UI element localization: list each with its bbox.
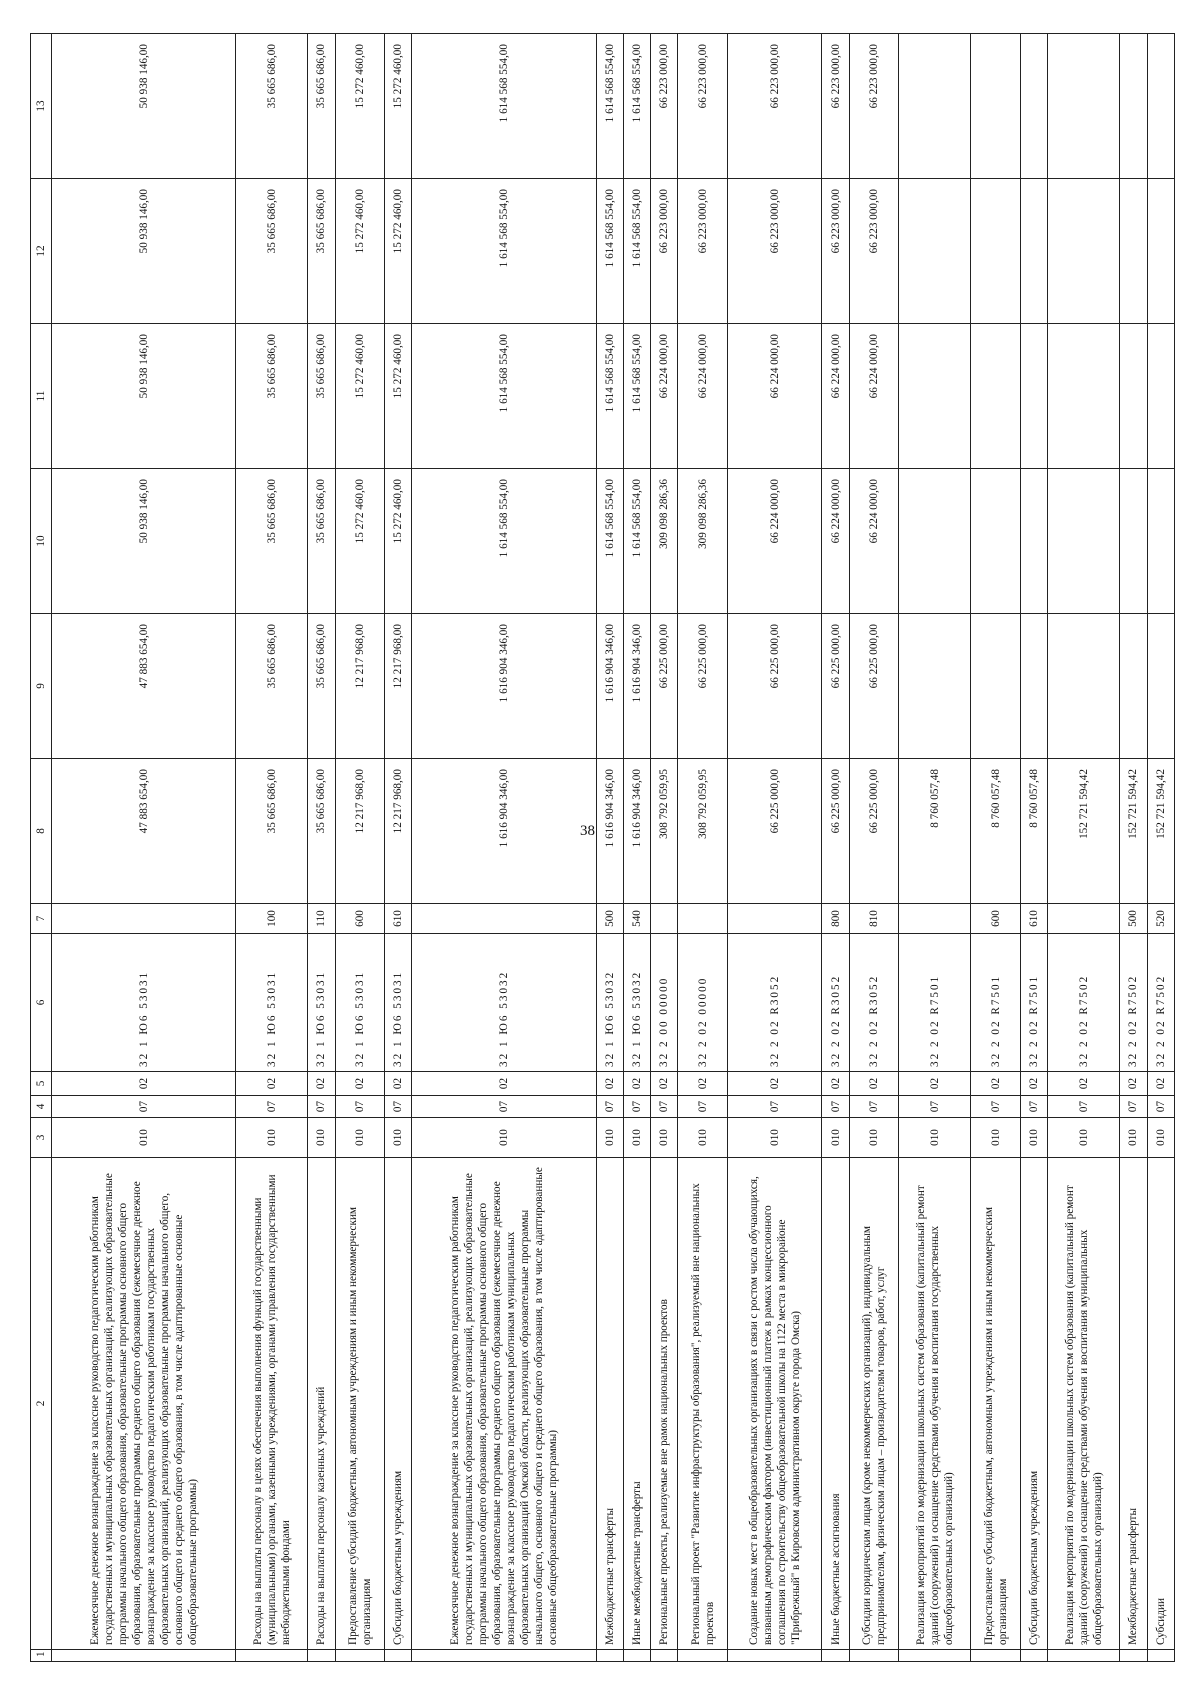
row-marker-cell bbox=[971, 1650, 1021, 1662]
cell-c5: 02 bbox=[623, 1072, 650, 1096]
cell-c13: 1 614 568 554,00 bbox=[412, 34, 596, 179]
table-row bbox=[678, 34, 728, 1662]
cell-c3: 010 bbox=[412, 1118, 596, 1158]
table-row bbox=[308, 34, 335, 1662]
cell-c5: 02 bbox=[678, 1072, 728, 1096]
cell-c10: 66 224 000,00 bbox=[822, 469, 849, 614]
description-cell: Расходы на выплаты персоналу казенных учреждений bbox=[308, 1158, 335, 1650]
cell-c5: 02 bbox=[1147, 1072, 1174, 1096]
cell-c7 bbox=[899, 904, 971, 934]
table-row bbox=[385, 34, 412, 1662]
cell-c12: 1 614 568 554,00 bbox=[596, 179, 623, 324]
cell-c5: 02 bbox=[822, 1072, 849, 1096]
row-marker-cell bbox=[52, 1650, 236, 1662]
cell-c10 bbox=[1120, 469, 1147, 614]
cell-c3: 010 bbox=[1048, 1118, 1120, 1158]
cell-c3: 010 bbox=[236, 1118, 308, 1158]
cell-c13: 50 938 146,00 bbox=[52, 34, 236, 179]
table-row bbox=[1021, 34, 1048, 1662]
cell-c3: 010 bbox=[651, 1118, 678, 1158]
cell-c5: 02 bbox=[1120, 1072, 1147, 1096]
cell-c7 bbox=[651, 904, 678, 934]
cell-c6: 32 2 02 R7501 bbox=[899, 934, 971, 1072]
cell-c3: 010 bbox=[727, 1118, 822, 1158]
table-row bbox=[335, 34, 385, 1662]
cell-c6: 32 1 Ю6 53032 bbox=[623, 934, 650, 1072]
cell-c12: 1 614 568 554,00 bbox=[412, 179, 596, 324]
cell-c11 bbox=[971, 324, 1021, 469]
cell-c7: 100 bbox=[236, 904, 308, 934]
cell-c10: 309 098 286,36 bbox=[651, 469, 678, 614]
cell-c8: 308 792 059,95 bbox=[678, 759, 728, 904]
cell-c6: 32 2 02 R7501 bbox=[1021, 934, 1048, 1072]
cell-c10: 1 614 568 554,00 bbox=[596, 469, 623, 614]
description-cell: Реализация мероприятий по модернизации школьных систем образования (капитальный ремонт зданий (сооружений) и оснащение средствами обучения и воспитания государственных общеобразовательных организаций) bbox=[899, 1158, 971, 1650]
column-header: 4 bbox=[31, 1096, 52, 1118]
cell-c13: 66 223 000,00 bbox=[822, 34, 849, 179]
cell-c9: 35 665 686,00 bbox=[308, 614, 335, 759]
cell-c6: 32 2 02 00000 bbox=[678, 934, 728, 1072]
cell-c3: 010 bbox=[899, 1118, 971, 1158]
cell-c11: 1 614 568 554,00 bbox=[412, 324, 596, 469]
cell-c9: 1 616 904 346,00 bbox=[623, 614, 650, 759]
table-row bbox=[596, 34, 623, 1662]
cell-c6: 32 1 Ю6 53031 bbox=[52, 934, 236, 1072]
cell-c10: 15 272 460,00 bbox=[385, 469, 412, 614]
header-row bbox=[31, 34, 52, 1662]
cell-c7 bbox=[1048, 904, 1120, 934]
cell-c6: 32 1 Ю6 53031 bbox=[385, 934, 412, 1072]
column-header: 3 bbox=[31, 1118, 52, 1158]
cell-c11: 66 224 000,00 bbox=[822, 324, 849, 469]
cell-c13: 66 223 000,00 bbox=[727, 34, 822, 179]
cell-c13: 66 223 000,00 bbox=[651, 34, 678, 179]
cell-c9: 66 225 000,00 bbox=[849, 614, 899, 759]
cell-c11: 66 224 000,00 bbox=[727, 324, 822, 469]
cell-c11: 1 614 568 554,00 bbox=[596, 324, 623, 469]
cell-c3: 010 bbox=[1147, 1118, 1174, 1158]
cell-c10 bbox=[971, 469, 1021, 614]
cell-c3: 010 bbox=[52, 1118, 236, 1158]
cell-c5: 02 bbox=[651, 1072, 678, 1096]
cell-c7: 540 bbox=[623, 904, 650, 934]
cell-c4: 07 bbox=[385, 1096, 412, 1118]
column-header: 10 bbox=[31, 469, 52, 614]
table-body bbox=[52, 34, 1175, 1662]
column-header: 13 bbox=[31, 34, 52, 179]
cell-c12: 15 272 460,00 bbox=[335, 179, 385, 324]
cell-c11 bbox=[1021, 324, 1048, 469]
cell-c5: 02 bbox=[899, 1072, 971, 1096]
cell-c5: 02 bbox=[727, 1072, 822, 1096]
table-row bbox=[899, 34, 971, 1662]
cell-c7 bbox=[412, 904, 596, 934]
cell-c5: 02 bbox=[52, 1072, 236, 1096]
cell-c5: 02 bbox=[1048, 1072, 1120, 1096]
cell-c10: 1 614 568 554,00 bbox=[412, 469, 596, 614]
table-row bbox=[623, 34, 650, 1662]
budget-table bbox=[30, 33, 1175, 1662]
cell-c7 bbox=[727, 904, 822, 934]
cell-c9: 66 225 000,00 bbox=[822, 614, 849, 759]
cell-c6: 32 2 02 R3052 bbox=[727, 934, 822, 1072]
cell-c4: 07 bbox=[651, 1096, 678, 1118]
cell-c11 bbox=[1120, 324, 1147, 469]
cell-c7: 600 bbox=[335, 904, 385, 934]
cell-c3: 010 bbox=[822, 1118, 849, 1158]
cell-c8: 152 721 594,42 bbox=[1048, 759, 1120, 904]
cell-c4: 07 bbox=[1021, 1096, 1048, 1118]
cell-c4: 07 bbox=[1048, 1096, 1120, 1118]
description-cell: Иные бюджетные ассигнования bbox=[822, 1158, 849, 1650]
cell-c9 bbox=[1048, 614, 1120, 759]
cell-c7 bbox=[52, 904, 236, 934]
cell-c10: 309 098 286,36 bbox=[678, 469, 728, 614]
cell-c9: 47 883 654,00 bbox=[52, 614, 236, 759]
cell-c9: 1 616 904 346,00 bbox=[596, 614, 623, 759]
cell-c13 bbox=[1021, 34, 1048, 179]
cell-c11: 15 272 460,00 bbox=[335, 324, 385, 469]
row-marker-cell bbox=[308, 1650, 335, 1662]
cell-c6: 32 1 Ю6 53031 bbox=[335, 934, 385, 1072]
cell-c8: 35 665 686,00 bbox=[236, 759, 308, 904]
row-marker-cell bbox=[1120, 1650, 1147, 1662]
cell-c13: 66 223 000,00 bbox=[849, 34, 899, 179]
cell-c12 bbox=[1147, 179, 1174, 324]
column-header: 11 bbox=[31, 324, 52, 469]
cell-c11 bbox=[1147, 324, 1174, 469]
cell-c11: 66 224 000,00 bbox=[651, 324, 678, 469]
cell-c5: 02 bbox=[971, 1072, 1021, 1096]
cell-c4: 07 bbox=[596, 1096, 623, 1118]
cell-c7: 610 bbox=[1021, 904, 1048, 934]
row-marker-cell bbox=[335, 1650, 385, 1662]
cell-c7: 500 bbox=[596, 904, 623, 934]
cell-c12: 66 223 000,00 bbox=[822, 179, 849, 324]
cell-c8: 308 792 059,95 bbox=[651, 759, 678, 904]
cell-c13 bbox=[1120, 34, 1147, 179]
cell-c3: 010 bbox=[623, 1118, 650, 1158]
cell-c10: 35 665 686,00 bbox=[236, 469, 308, 614]
cell-c9 bbox=[971, 614, 1021, 759]
table-row bbox=[849, 34, 899, 1662]
cell-c6: 32 1 Ю6 53031 bbox=[236, 934, 308, 1072]
cell-c5: 02 bbox=[308, 1072, 335, 1096]
column-header: 7 bbox=[31, 904, 52, 934]
cell-c5: 02 bbox=[1021, 1072, 1048, 1096]
cell-c12: 1 614 568 554,00 bbox=[623, 179, 650, 324]
cell-c6: 32 2 02 R7502 bbox=[1120, 934, 1147, 1072]
cell-c12: 15 272 460,00 bbox=[385, 179, 412, 324]
cell-c13 bbox=[899, 34, 971, 179]
row-marker-cell bbox=[899, 1650, 971, 1662]
cell-c13: 35 665 686,00 bbox=[308, 34, 335, 179]
cell-c11: 66 224 000,00 bbox=[849, 324, 899, 469]
table-row bbox=[52, 34, 236, 1662]
cell-c3: 010 bbox=[596, 1118, 623, 1158]
cell-c13: 15 272 460,00 bbox=[335, 34, 385, 179]
cell-c11 bbox=[899, 324, 971, 469]
column-header: 1 bbox=[31, 1650, 52, 1662]
cell-c5: 02 bbox=[596, 1072, 623, 1096]
cell-c6: 32 2 02 R7501 bbox=[971, 934, 1021, 1072]
cell-c5: 02 bbox=[236, 1072, 308, 1096]
cell-c6: 32 2 02 R3052 bbox=[822, 934, 849, 1072]
cell-c4: 07 bbox=[899, 1096, 971, 1118]
cell-c13 bbox=[1147, 34, 1174, 179]
description-cell: Ежемесячное денежное вознаграждение за классное руководство педагогическим работникам государственных и муниципальных образовательных организаций, реализующих образовательные программы начального общего образования, образовательные программы основного общего образования, образовательные программы среднего общего образования (ежемесячное денежное вознаграждение за классное руководство педагогическим работникам муниципальных образовательных организаций Омской области, реализующих образовательные программы начального общего, основного общего и среднего общего образования, в том числе адаптированные основные общеобразовательные программы) bbox=[412, 1158, 596, 1650]
cell-c13: 35 665 686,00 bbox=[236, 34, 308, 179]
description-cell: Субсидии бюджетным учреждениям bbox=[1021, 1158, 1048, 1650]
description-cell: Предоставление субсидий бюджетным, автономным учреждениям и иным некоммерческим организациям bbox=[335, 1158, 385, 1650]
cell-c10 bbox=[1021, 469, 1048, 614]
cell-c3: 010 bbox=[308, 1118, 335, 1158]
cell-c3: 010 bbox=[1021, 1118, 1048, 1158]
cell-c3: 010 bbox=[971, 1118, 1021, 1158]
cell-c11: 50 938 146,00 bbox=[52, 324, 236, 469]
cell-c6: 32 2 02 R7502 bbox=[1048, 934, 1120, 1072]
cell-c8: 66 225 000,00 bbox=[849, 759, 899, 904]
cell-c4: 07 bbox=[623, 1096, 650, 1118]
description-cell: Создание новых мест в общеобразовательных организациях в связи с ростом числа обучающихся, вызванным демографическим фактором (инвестиционный платеж в рамках концессионного соглашения по строительству общеобразовательной школы на 1122 места в микрорайоне "Прибрежный" в Кировском административном округе города Омска) bbox=[727, 1158, 822, 1650]
row-marker-cell bbox=[1021, 1650, 1048, 1662]
cell-c13: 15 272 460,00 bbox=[385, 34, 412, 179]
budget-table-rotated bbox=[30, 34, 1175, 1662]
description-cell: Расходы на выплаты персоналу в целях обеспечения выполнения функций государственными (муниципальными) органами, казенными учреждениями, органами управления государственными внебюджетными фондами bbox=[236, 1158, 308, 1650]
cell-c4: 07 bbox=[236, 1096, 308, 1118]
cell-c10 bbox=[1147, 469, 1174, 614]
row-marker-cell bbox=[385, 1650, 412, 1662]
cell-c4: 07 bbox=[1120, 1096, 1147, 1118]
cell-c8: 12 217 968,00 bbox=[335, 759, 385, 904]
cell-c9: 35 665 686,00 bbox=[236, 614, 308, 759]
cell-c11: 66 224 000,00 bbox=[678, 324, 728, 469]
cell-c12: 35 665 686,00 bbox=[308, 179, 335, 324]
cell-c7: 610 bbox=[385, 904, 412, 934]
cell-c8: 66 225 000,00 bbox=[727, 759, 822, 904]
cell-c8: 12 217 968,00 bbox=[385, 759, 412, 904]
cell-c8: 1 616 904 346,00 bbox=[623, 759, 650, 904]
cell-c11: 35 665 686,00 bbox=[308, 324, 335, 469]
cell-c4: 07 bbox=[727, 1096, 822, 1118]
cell-c3: 010 bbox=[335, 1118, 385, 1158]
cell-c7 bbox=[678, 904, 728, 934]
cell-c10 bbox=[1048, 469, 1120, 614]
cell-c12: 66 223 000,00 bbox=[727, 179, 822, 324]
table-row bbox=[822, 34, 849, 1662]
cell-c10: 1 614 568 554,00 bbox=[623, 469, 650, 614]
cell-c5: 02 bbox=[849, 1072, 899, 1096]
cell-c9: 12 217 968,00 bbox=[385, 614, 412, 759]
cell-c6: 32 2 00 00000 bbox=[651, 934, 678, 1072]
description-cell: Ежемесячное денежное вознаграждение за классное руководство педагогическим работникам государственных и муниципальных образовательных организаций, реализующих образовательные программы начального общего образования, образовательные программы основного общего образования, образовательные программы среднего общего образования (ежемесячное денежное вознаграждение за классное руководство педагогическим работникам государственных образовательных организаций, реализующих образовательные программы начального общего, основного общего и среднего общего образования, в том числе адаптированные основные общеобразовательные программы) bbox=[52, 1158, 236, 1650]
cell-c4: 07 bbox=[822, 1096, 849, 1118]
cell-c4: 07 bbox=[849, 1096, 899, 1118]
cell-c11 bbox=[1048, 324, 1120, 469]
column-header: 9 bbox=[31, 614, 52, 759]
cell-c10: 50 938 146,00 bbox=[52, 469, 236, 614]
column-header: 5 bbox=[31, 1072, 52, 1096]
cell-c9 bbox=[1021, 614, 1048, 759]
cell-c13: 1 614 568 554,00 bbox=[596, 34, 623, 179]
cell-c6: 32 1 Ю6 53032 bbox=[596, 934, 623, 1072]
cell-c7: 800 bbox=[822, 904, 849, 934]
cell-c12: 50 938 146,00 bbox=[52, 179, 236, 324]
cell-c4: 07 bbox=[52, 1096, 236, 1118]
cell-c7: 500 bbox=[1120, 904, 1147, 934]
cell-c4: 07 bbox=[308, 1096, 335, 1118]
cell-c12 bbox=[1048, 179, 1120, 324]
cell-c4: 07 bbox=[412, 1096, 596, 1118]
row-marker-cell bbox=[822, 1650, 849, 1662]
cell-c11: 15 272 460,00 bbox=[385, 324, 412, 469]
cell-c4: 07 bbox=[1147, 1096, 1174, 1118]
cell-c10: 66 224 000,00 bbox=[727, 469, 822, 614]
description-cell: Реализация мероприятий по модернизации школьных систем образования (капитальный ремонт зданий (сооружений) и оснащение средствами обучения и воспитания муниципальных общеобразовательных организаций) bbox=[1048, 1158, 1120, 1650]
cell-c7: 520 bbox=[1147, 904, 1174, 934]
table-row bbox=[971, 34, 1021, 1662]
cell-c12: 66 223 000,00 bbox=[849, 179, 899, 324]
cell-c8: 66 225 000,00 bbox=[822, 759, 849, 904]
cell-c10: 35 665 686,00 bbox=[308, 469, 335, 614]
cell-c8: 35 665 686,00 bbox=[308, 759, 335, 904]
cell-c13: 66 223 000,00 bbox=[678, 34, 728, 179]
cell-c11: 1 614 568 554,00 bbox=[623, 324, 650, 469]
cell-c13 bbox=[1048, 34, 1120, 179]
cell-c10: 15 272 460,00 bbox=[335, 469, 385, 614]
cell-c10 bbox=[899, 469, 971, 614]
cell-c12: 66 223 000,00 bbox=[678, 179, 728, 324]
description-cell: Субсидии юридическим лицам (кроме некоммерческих организаций), индивидуальным предпринимателям, физическим лицам – производителям товаров, работ, услуг bbox=[849, 1158, 899, 1650]
cell-c9: 66 225 000,00 bbox=[678, 614, 728, 759]
table-row bbox=[1120, 34, 1147, 1662]
cell-c12 bbox=[971, 179, 1021, 324]
cell-c8: 1 616 904 346,00 bbox=[412, 759, 596, 904]
cell-c8: 47 883 654,00 bbox=[52, 759, 236, 904]
description-cell: Региональный проект "Развитие инфраструктуры образования", реализуемый вне национальных проектов bbox=[678, 1158, 728, 1650]
cell-c7: 600 bbox=[971, 904, 1021, 934]
cell-c12 bbox=[1021, 179, 1048, 324]
cell-c12: 35 665 686,00 bbox=[236, 179, 308, 324]
cell-c8: 1 616 904 346,00 bbox=[596, 759, 623, 904]
cell-c7: 810 bbox=[849, 904, 899, 934]
page-number: 38 bbox=[580, 823, 595, 839]
cell-c5: 02 bbox=[385, 1072, 412, 1096]
cell-c8: 8 760 057,48 bbox=[899, 759, 971, 904]
cell-c7: 110 bbox=[308, 904, 335, 934]
row-marker-cell bbox=[727, 1650, 822, 1662]
cell-c6: 32 2 02 R3052 bbox=[849, 934, 899, 1072]
cell-c9: 12 217 968,00 bbox=[335, 614, 385, 759]
cell-c5: 02 bbox=[412, 1072, 596, 1096]
cell-c13: 1 614 568 554,00 bbox=[623, 34, 650, 179]
table-row bbox=[236, 34, 308, 1662]
column-header: 12 bbox=[31, 179, 52, 324]
cell-c3: 010 bbox=[678, 1118, 728, 1158]
row-marker-cell bbox=[623, 1650, 650, 1662]
row-marker-cell bbox=[678, 1650, 728, 1662]
cell-c8: 8 760 057,48 bbox=[1021, 759, 1048, 904]
cell-c5: 02 bbox=[335, 1072, 385, 1096]
row-marker-cell bbox=[596, 1650, 623, 1662]
row-marker-cell bbox=[236, 1650, 308, 1662]
cell-c4: 07 bbox=[971, 1096, 1021, 1118]
cell-c8: 152 721 594,42 bbox=[1120, 759, 1147, 904]
cell-c6: 32 2 02 R7502 bbox=[1147, 934, 1174, 1072]
cell-c6: 32 1 Ю6 53032 bbox=[412, 934, 596, 1072]
description-cell: Субсидии bbox=[1147, 1158, 1174, 1650]
cell-c9: 1 616 904 346,00 bbox=[412, 614, 596, 759]
row-marker-cell bbox=[1048, 1650, 1120, 1662]
cell-c4: 07 bbox=[335, 1096, 385, 1118]
cell-c3: 010 bbox=[1120, 1118, 1147, 1158]
table-row bbox=[1147, 34, 1174, 1662]
cell-c9: 66 225 000,00 bbox=[651, 614, 678, 759]
table-row bbox=[1048, 34, 1120, 1662]
cell-c8: 8 760 057,48 bbox=[971, 759, 1021, 904]
cell-c13 bbox=[971, 34, 1021, 179]
cell-c10: 66 224 000,00 bbox=[849, 469, 899, 614]
row-marker-cell bbox=[849, 1650, 899, 1662]
row-marker-cell bbox=[651, 1650, 678, 1662]
cell-c3: 010 bbox=[385, 1118, 412, 1158]
row-marker-cell bbox=[412, 1650, 596, 1662]
cell-c11: 35 665 686,00 bbox=[236, 324, 308, 469]
description-cell: Предоставление субсидий бюджетным, автономным учреждениям и иным некоммерческим организациям bbox=[971, 1158, 1021, 1650]
description-cell: Межбюджетные трансферты bbox=[596, 1158, 623, 1650]
cell-c9: 66 225 000,00 bbox=[727, 614, 822, 759]
table-row bbox=[412, 34, 596, 1662]
table-row bbox=[651, 34, 678, 1662]
cell-c9 bbox=[899, 614, 971, 759]
description-cell: Иные межбюджетные трансферты bbox=[623, 1158, 650, 1650]
column-header: 6 bbox=[31, 934, 52, 1072]
table-row bbox=[727, 34, 822, 1662]
cell-c12 bbox=[899, 179, 971, 324]
cell-c9 bbox=[1147, 614, 1174, 759]
cell-c9 bbox=[1120, 614, 1147, 759]
cell-c8: 152 721 594,42 bbox=[1147, 759, 1174, 904]
description-cell: Региональные проекты, реализуемые вне рамок национальных проектов bbox=[651, 1158, 678, 1650]
cell-c12: 66 223 000,00 bbox=[651, 179, 678, 324]
column-header: 2 bbox=[31, 1158, 52, 1650]
column-header: 8 bbox=[31, 759, 52, 904]
row-marker-cell bbox=[1147, 1650, 1174, 1662]
cell-c12 bbox=[1120, 179, 1147, 324]
cell-c4: 07 bbox=[678, 1096, 728, 1118]
description-cell: Субсидии бюджетным учреждениям bbox=[385, 1158, 412, 1650]
description-cell: Межбюджетные трансферты bbox=[1120, 1158, 1147, 1650]
cell-c3: 010 bbox=[849, 1118, 899, 1158]
cell-c6: 32 1 Ю6 53031 bbox=[308, 934, 335, 1072]
